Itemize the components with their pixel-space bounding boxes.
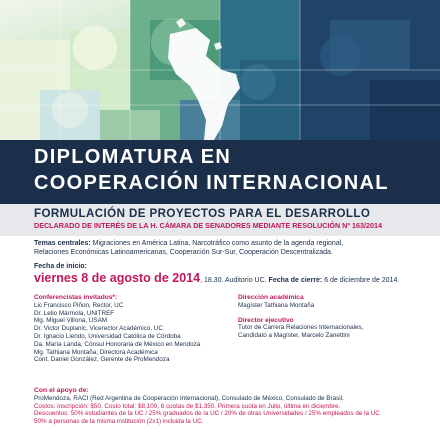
themes-text-1: Migraciones en América Latina, Narcotráfico como asunto de la agenda regional, [90, 240, 344, 247]
title-line-2: COOPERACIÓN INTERNACIONAL [34, 172, 389, 194]
spacer [238, 310, 438, 317]
themes-line-1 [34, 239, 343, 248]
date-row [34, 271, 399, 288]
guest-speaker: Lic Francisco Piñon, Rector, UC [34, 301, 124, 309]
start-date-label: Fecha de inicio: [34, 263, 87, 270]
start-detail: , 18.30. Auditorio UC. [200, 277, 269, 284]
support-heading: Con el apoyo de: [34, 387, 89, 394]
executive-director-line-1: Tutor de Carrera Relaciones Internacionales, [238, 324, 364, 332]
themes-line-2: Relaciones Económicas Latinoamericanas, Cooperación Sur-Sur, Cooperación Descentralizada. [34, 249, 333, 256]
guest-speaker: Da. María Landa, Cónsul Honoraria de México en Mendoza [34, 340, 201, 348]
discounts-line-2: 50% a personas de la misma institución (2x1) incluida la UC. [34, 418, 204, 426]
discounts-line-1: Descuentos: 50% estudiantes de la UC / 25% graduados de la UC / 20% de otras Universidades / 25% empleados de la UC [34, 410, 380, 418]
support-partners: ProMendoza, RACI (Red Argentina de Cooperación Internacional), Consulado de México, Consulado de Brasil. [34, 394, 344, 402]
guest-speaker: Dr. Ignacio Liendo, Universidad Católica de Córdoba [34, 332, 181, 340]
world-map-mosaic-graphic [0, 0, 440, 140]
academic-director-name: Magíster Tathiana Montaña [238, 301, 315, 309]
executive-director-line-2: Candidato a Magíster, Marcelo Zanettini [238, 332, 350, 340]
themes-label: Temas centrales: [34, 240, 91, 247]
support-and-costs [34, 387, 434, 426]
guest-speakers-heading: Conferencistas invitados*: [34, 294, 118, 301]
guest-speaker: Cont. Daniel González, Gerente de ProMendoza [34, 356, 170, 364]
costs: Costos: inscripción: $50. Costo total: $8.100, 6 cuotas de $1.350. Primera cuota en Julio, última en diciembre. [34, 402, 341, 410]
guest-speakers [34, 294, 234, 364]
subtitle: FORMULACIÓN DE PROYECTOS PARA EL DESARROLLO [34, 207, 371, 220]
guest-speaker: Mg. Miguel Villona, USAM [34, 317, 108, 325]
executive-director-heading: Director ejecutivo [238, 316, 294, 324]
academic-direction [238, 294, 438, 340]
title-line-1: DIPLOMATURA EN [34, 146, 232, 168]
close-date-label: Fecha de cierre: [268, 277, 323, 284]
declared-of-interest: DECLARADO DE INTERÉS DE LA H. CÁMARA DE SENADORES MEDIANTE RESOLUCIÓN Nº 163/2014 [34, 221, 382, 230]
hero-graphic [0, 0, 440, 140]
academic-direction-heading: Dirección académica [238, 294, 304, 301]
guest-speaker: Dr. Victor Duplanic, Vicerector Académico, UC [34, 325, 163, 333]
start-date: viernes 8 de agosto de 2014 [34, 271, 201, 285]
guest-speaker: Dr. Lelio Mármola, UNITREF [34, 309, 115, 317]
guest-speaker: Mg. Tathiana Montaña, Directora Académica [34, 348, 158, 356]
close-date: 6 de diciembre de 2014. [322, 277, 400, 284]
